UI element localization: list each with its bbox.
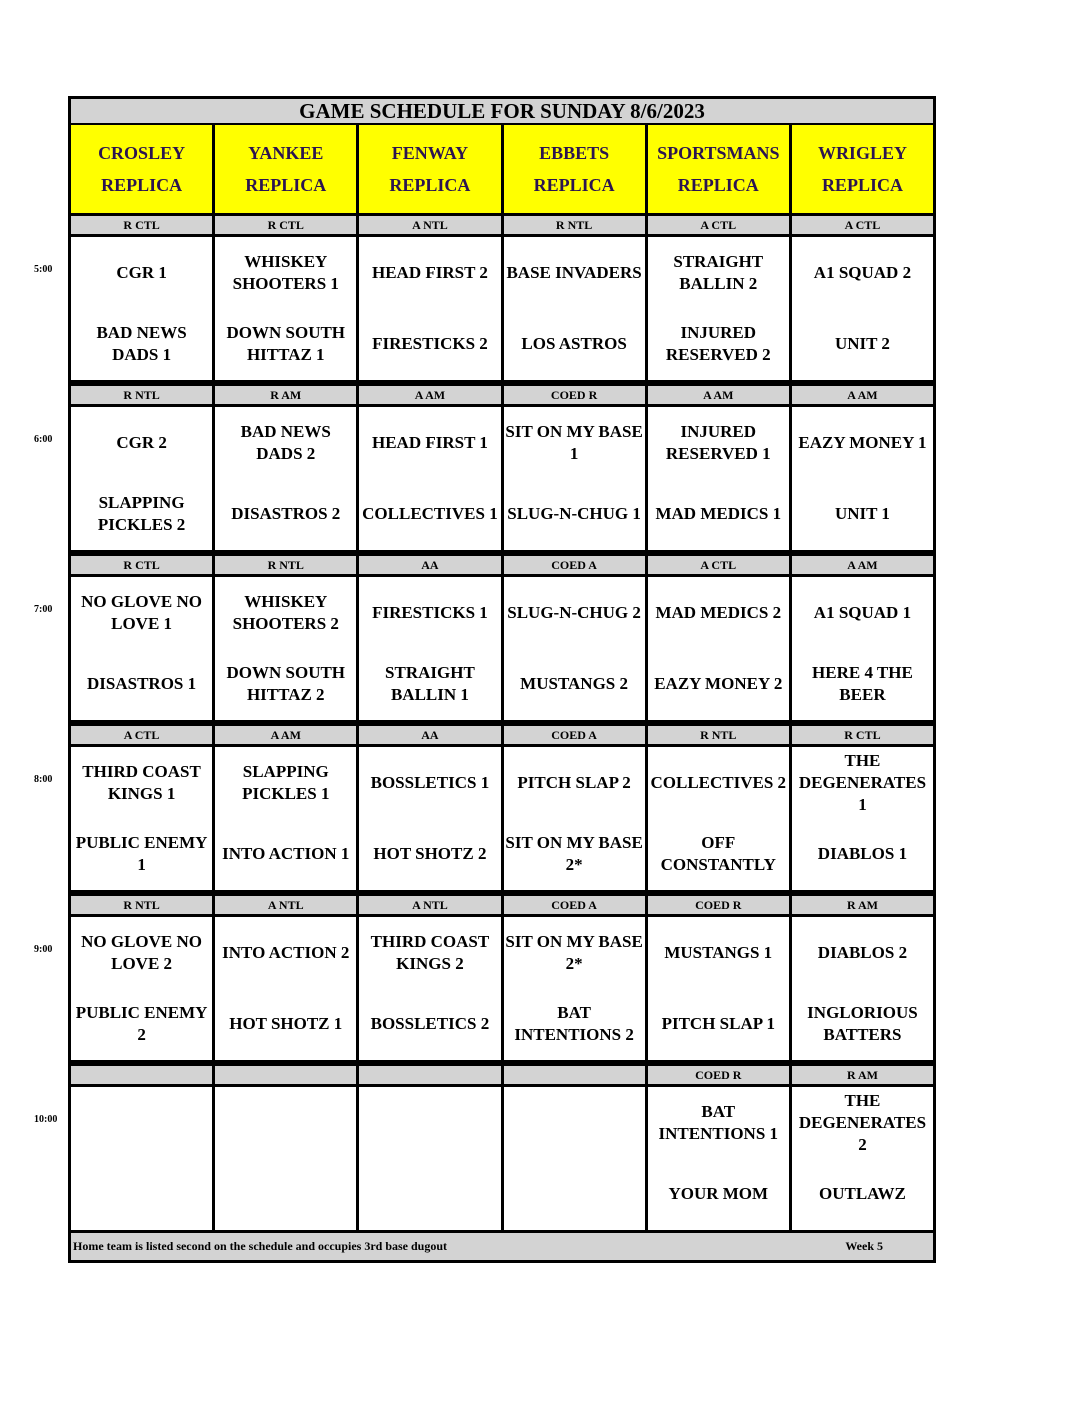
away-team	[359, 1087, 500, 1159]
home-team: PUBLIC ENEMY 2	[75, 1003, 208, 1045]
division-label: A NTL	[356, 213, 500, 234]
field-header-crosley	[68, 125, 212, 213]
game-cell	[501, 914, 645, 1063]
home-team: INTO ACTION 1	[222, 844, 350, 864]
away-team: SIT ON MY BASE 1	[505, 421, 643, 463]
home-team: SLUG-N-CHUG 1	[507, 504, 641, 524]
away-team: PITCH SLAP 2	[517, 772, 631, 792]
game-cell	[212, 404, 356, 553]
game-cell	[789, 574, 936, 723]
away-team: FIRESTICKS 1	[372, 602, 488, 622]
away-team: NO GLOVE NO LOVE 1	[81, 591, 203, 633]
away-team: MUSTANGS 1	[664, 942, 773, 962]
field-header-yankee	[212, 125, 356, 213]
division-label: A NTL	[356, 893, 500, 914]
away-team: WHISKEY SHOOTERS 1	[232, 251, 339, 293]
home-team: DIABLOS 1	[817, 844, 908, 864]
away-team: WHISKEY SHOOTERS 2	[232, 591, 339, 633]
home-team: STRAIGHT BALLIN 1	[385, 663, 475, 705]
time-label: 10:00	[34, 1114, 58, 1125]
game-cell	[356, 1084, 500, 1233]
field-name: SPORTSMANS	[657, 143, 780, 163]
division-label: R CTL	[68, 213, 212, 234]
division-label: A AM	[789, 383, 936, 404]
division-label	[356, 1063, 500, 1084]
away-team: INTO ACTION 2	[222, 942, 350, 962]
games-row	[68, 914, 936, 1063]
division-label: R NTL	[501, 213, 645, 234]
week-label: Week 5	[845, 1239, 883, 1253]
game-cell	[356, 574, 500, 723]
game-cell	[356, 404, 500, 553]
field-type: REPLICA	[101, 175, 183, 195]
division-row	[68, 383, 936, 404]
field-header-ebbets	[501, 125, 645, 213]
division-label: R AM	[789, 1063, 936, 1084]
home-team: DISASTROS 2	[231, 504, 341, 524]
home-team: HOT SHOTZ 2	[373, 844, 487, 864]
home-team: LOS ASTROS	[521, 334, 627, 354]
division-label: R NTL	[645, 723, 789, 744]
division-label: A AM	[212, 723, 356, 744]
home-team: COLLECTIVES 1	[362, 504, 498, 524]
division-label: R CTL	[68, 553, 212, 574]
division-label: A NTL	[212, 893, 356, 914]
away-team: BASE INVADERS	[506, 262, 642, 282]
away-team: STRAIGHT BALLIN 2	[673, 251, 764, 293]
home-team	[71, 1159, 212, 1231]
division-label: A CTL	[789, 213, 936, 234]
games-row	[68, 574, 936, 723]
game-cell	[501, 574, 645, 723]
away-team: SLUG-N-CHUG 2	[507, 602, 641, 622]
field-header-row	[68, 125, 936, 213]
home-team: MUSTANGS 2	[520, 674, 629, 694]
games-row	[68, 744, 936, 893]
footer-note: Home team is listed second on the schedule and occupies 3rd base dugout	[73, 1239, 448, 1253]
division-label: COED R	[645, 893, 789, 914]
game-cell	[356, 914, 500, 1063]
away-team: THE DEGENERATES 1	[798, 750, 927, 814]
away-team: INJURED RESERVED 1	[665, 421, 771, 463]
games-row	[68, 234, 936, 383]
away-team: A1 SQUAD 2	[813, 262, 912, 282]
away-team: SIT ON MY BASE 2*	[505, 931, 643, 973]
game-cell	[68, 404, 212, 553]
home-team: SLAPPING PICKLES 2	[97, 493, 186, 535]
field-name: FENWAY	[391, 143, 469, 163]
home-team: HERE 4 THE BEER	[812, 663, 913, 705]
game-cell	[645, 744, 789, 893]
division-label	[212, 1063, 356, 1084]
home-team: BAT INTENTIONS 2	[514, 1003, 634, 1045]
away-team: HEAD FIRST 2	[371, 262, 488, 282]
game-cell	[789, 914, 936, 1063]
field-name: EBBETS	[539, 143, 610, 163]
games-row	[68, 404, 936, 553]
home-team: DOWN SOUTH HITTAZ 1	[226, 323, 346, 365]
division-label: COED R	[645, 1063, 789, 1084]
game-cell	[68, 574, 212, 723]
home-team: EAZY MONEY 2	[654, 674, 783, 694]
game-cell	[212, 574, 356, 723]
home-team: UNIT 2	[834, 334, 890, 354]
away-team: HEAD FIRST 1	[371, 432, 488, 452]
away-team: SLAPPING PICKLES 1	[242, 761, 330, 803]
division-label: A CTL	[645, 213, 789, 234]
home-team: DISASTROS 1	[87, 674, 197, 694]
home-team: MAD MEDICS 1	[655, 504, 782, 524]
game-cell	[356, 234, 500, 383]
field-type: REPLICA	[533, 175, 615, 195]
game-cell	[68, 1084, 212, 1233]
field-header-fenway	[356, 125, 500, 213]
division-row	[68, 893, 936, 914]
away-team: NO GLOVE NO LOVE 2	[81, 931, 203, 973]
away-team: CGR 1	[116, 262, 167, 282]
game-cell	[68, 234, 212, 383]
field-name: YANKEE	[248, 143, 324, 163]
division-label: R CTL	[789, 723, 936, 744]
away-team: THIRD COAST KINGS 2	[370, 931, 490, 973]
division-row	[68, 213, 936, 234]
home-team: BAD NEWS DADS 1	[96, 323, 187, 365]
game-cell	[645, 1084, 789, 1233]
division-label	[68, 1063, 212, 1084]
game-cell	[501, 1084, 645, 1233]
division-label: COED R	[501, 383, 645, 404]
away-team: BAD NEWS DADS 2	[240, 421, 331, 463]
division-row	[68, 723, 936, 744]
field-type: REPLICA	[821, 175, 903, 195]
division-label: COED A	[501, 893, 645, 914]
away-team	[215, 1087, 356, 1159]
game-cell	[789, 1084, 936, 1233]
field-name: CROSLEY	[98, 143, 186, 163]
game-cell	[68, 914, 212, 1063]
home-team: PITCH SLAP 1	[661, 1014, 775, 1034]
game-cell	[789, 234, 936, 383]
home-team: PUBLIC ENEMY 1	[75, 833, 208, 875]
division-label: A CTL	[68, 723, 212, 744]
schedule-footer	[68, 1233, 936, 1263]
division-label: R AM	[212, 383, 356, 404]
field-name: WRIGLEY	[817, 143, 907, 163]
game-cell	[501, 404, 645, 553]
home-team: UNIT 1	[834, 504, 890, 524]
division-label: AA	[356, 723, 500, 744]
field-header-wrigley	[789, 125, 936, 213]
division-label: A AM	[356, 383, 500, 404]
division-label: R CTL	[212, 213, 356, 234]
game-cell	[645, 914, 789, 1063]
division-label: COED A	[501, 723, 645, 744]
division-row	[68, 1063, 936, 1084]
home-team: YOUR MOM	[668, 1184, 769, 1204]
home-team: FIRESTICKS 2	[372, 334, 488, 354]
home-team	[215, 1159, 356, 1231]
division-label: A AM	[789, 553, 936, 574]
division-row	[68, 553, 936, 574]
time-label: 6:00	[34, 434, 53, 445]
away-team: EAZY MONEY 1	[798, 432, 927, 452]
field-header-sportsmans	[645, 125, 789, 213]
game-cell	[212, 914, 356, 1063]
division-label	[501, 1063, 645, 1084]
division-label: A AM	[645, 383, 789, 404]
field-type: REPLICA	[389, 175, 471, 195]
time-label: 5:00	[34, 264, 53, 275]
away-team: THIRD COAST KINGS 1	[82, 761, 201, 803]
games-row	[68, 1084, 936, 1233]
game-cell	[645, 404, 789, 553]
away-team	[504, 1087, 645, 1159]
time-slots	[68, 213, 936, 1233]
home-team: OFF CONSTANTLY	[660, 833, 776, 875]
game-cell	[501, 234, 645, 383]
division-label: AA	[356, 553, 500, 574]
away-team: THE DEGENERATES 2	[798, 1090, 927, 1154]
away-team: BOSSLETICS 1	[370, 772, 490, 792]
division-label: R AM	[789, 893, 936, 914]
field-type: REPLICA	[677, 175, 759, 195]
division-label: R NTL	[68, 893, 212, 914]
away-team: COLLECTIVES 2	[650, 772, 787, 792]
away-team: CGR 2	[116, 432, 167, 452]
home-team: HOT SHOTZ 1	[229, 1014, 343, 1034]
home-team: OUTLAWZ	[818, 1184, 906, 1204]
game-cell	[789, 744, 936, 893]
away-team: A1 SQUAD 1	[813, 602, 912, 622]
home-team	[359, 1159, 500, 1231]
game-cell	[645, 234, 789, 383]
home-team: INGLORIOUS BATTERS	[807, 1003, 918, 1045]
time-label: 8:00	[34, 774, 53, 785]
away-team: BAT INTENTIONS 1	[658, 1101, 779, 1143]
game-cell	[789, 404, 936, 553]
game-cell	[212, 744, 356, 893]
home-team: INJURED RESERVED 2	[665, 323, 771, 365]
game-cell	[68, 744, 212, 893]
schedule-table	[68, 96, 936, 1263]
game-cell	[212, 1084, 356, 1233]
division-label: R NTL	[212, 553, 356, 574]
time-label: 9:00	[34, 944, 53, 955]
game-cell	[645, 574, 789, 723]
division-label: COED A	[501, 553, 645, 574]
game-cell	[212, 234, 356, 383]
schedule-title: GAME SCHEDULE FOR SUNDAY 8/6/2023	[68, 96, 936, 125]
home-team: SIT ON MY BASE 2*	[505, 833, 643, 875]
home-team: DOWN SOUTH HITTAZ 2	[226, 663, 346, 705]
away-team: MAD MEDICS 2	[655, 602, 782, 622]
game-cell	[356, 744, 500, 893]
home-team	[504, 1159, 645, 1231]
away-team	[71, 1087, 212, 1159]
away-team: DIABLOS 2	[817, 942, 908, 962]
field-type: REPLICA	[245, 175, 327, 195]
division-label: R NTL	[68, 383, 212, 404]
game-cell	[501, 744, 645, 893]
division-label: A CTL	[645, 553, 789, 574]
home-team: BOSSLETICS 2	[370, 1014, 490, 1034]
time-label: 7:00	[34, 604, 53, 615]
